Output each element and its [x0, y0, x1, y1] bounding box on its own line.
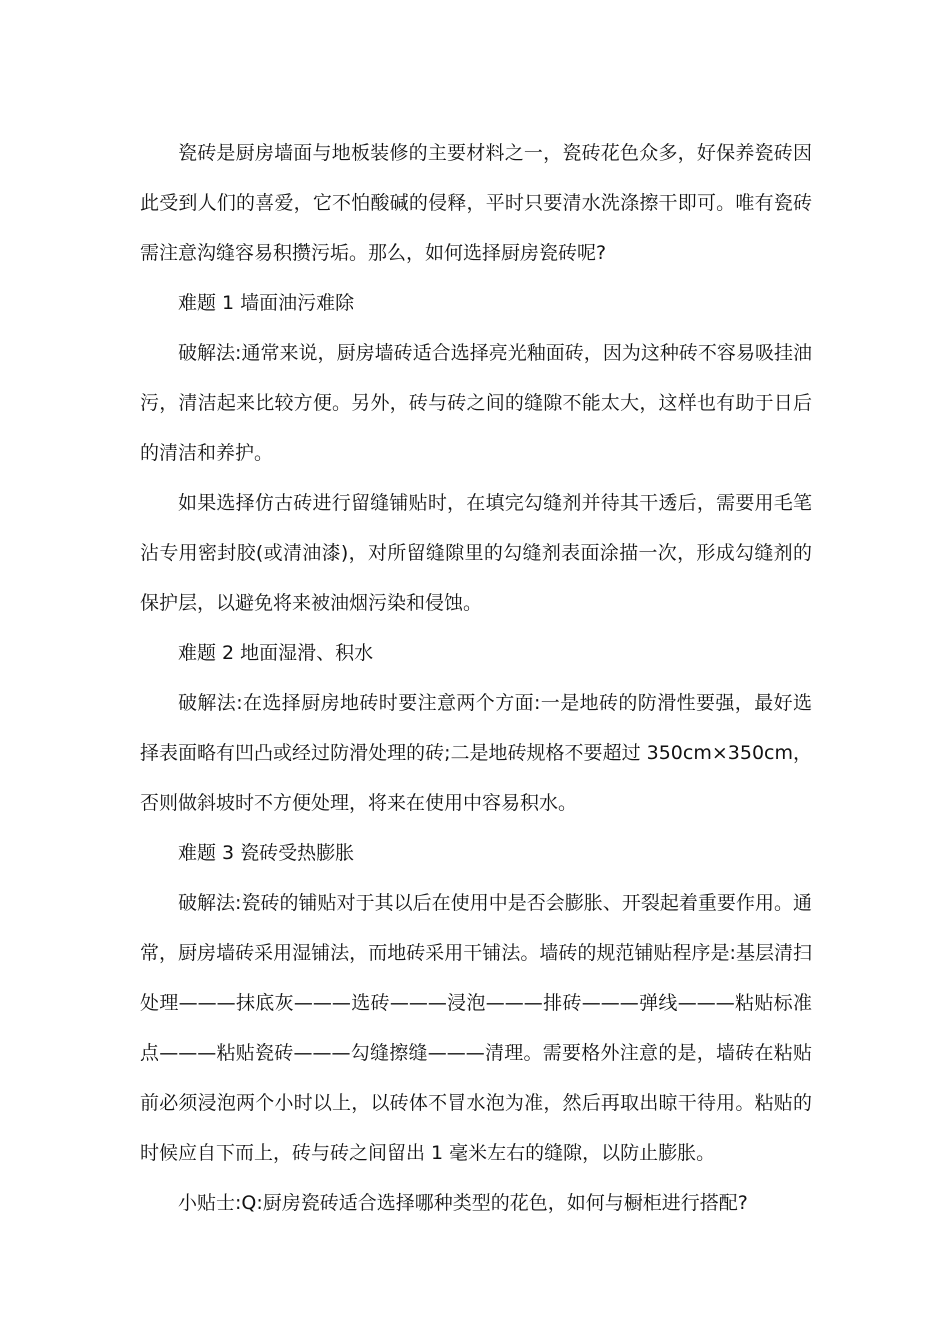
- problem-1-heading: 难题 1 墙面油污难除: [178, 292, 355, 314]
- solution-1-extra-paragraph: 如果选择仿古砖进行留缝铺贴时，在填完勾缝剂并待其干透后，需要用毛笔沾专用密封胶(或清油漆)，对所留缝隙里的勾缝剂表面涂描一次，形成勾缝剂的保护层，以避免将来被油烟污染和侵蚀。: [140, 492, 812, 614]
- problem-3-heading: 难题 3 瓷砖受热膨胀: [178, 842, 355, 864]
- document-body: [140, 128, 812, 1228]
- problem-2-heading: 难题 2 地面湿滑、积水: [178, 642, 374, 664]
- solution-1-paragraph: 破解法:通常来说，厨房墙砖适合选择亮光釉面砖，因为这种砖不容易吸挂油污，清洁起来比较方便。另外，砖与砖之间的缝隙不能太大，这样也有助于日后的清洁和养护。: [140, 342, 812, 464]
- solution-2-paragraph: 破解法:在选择厨房地砖时要注意两个方面:一是地砖的防滑性要强，最好选择表面略有凹凸或经过防滑处理的砖;二是地砖规格不要超过 350cm×350cm，否则做斜坡时不方便处理，将来在使用中容易积水。: [140, 692, 812, 814]
- tip-paragraph: 小贴士:Q:厨房瓷砖适合选择哪种类型的花色，如何与橱柜进行搭配?: [178, 1192, 748, 1214]
- solution-3-paragraph: 破解法:瓷砖的铺贴对于其以后在使用中是否会膨胀、开裂起着重要作用。通常，厨房墙砖采用湿铺法，而地砖采用干铺法。墙砖的规范铺贴程序是:基层清扫处理———抹底灰———选砖———浸泡———排砖———弹线———粘贴标准点———粘贴瓷砖———勾缝擦缝———清理。需要格外注意的是，墙砖在粘贴前必须浸泡两个小时以上，以砖体不冒水泡为准，然后再取出晾干待用。粘贴的时候应自下而上，砖与砖之间留出 1 毫米左右的缝隙，以防止膨胀。: [140, 892, 812, 1164]
- intro-paragraph: 瓷砖是厨房墙面与地板装修的主要材料之一，瓷砖花色众多，好保养瓷砖因此受到人们的喜爱，它不怕酸碱的侵释，平时只要清水洗涤擦干即可。唯有瓷砖需注意沟缝容易积攒污垢。那么，如何选择厨房瓷砖呢?: [140, 142, 812, 264]
